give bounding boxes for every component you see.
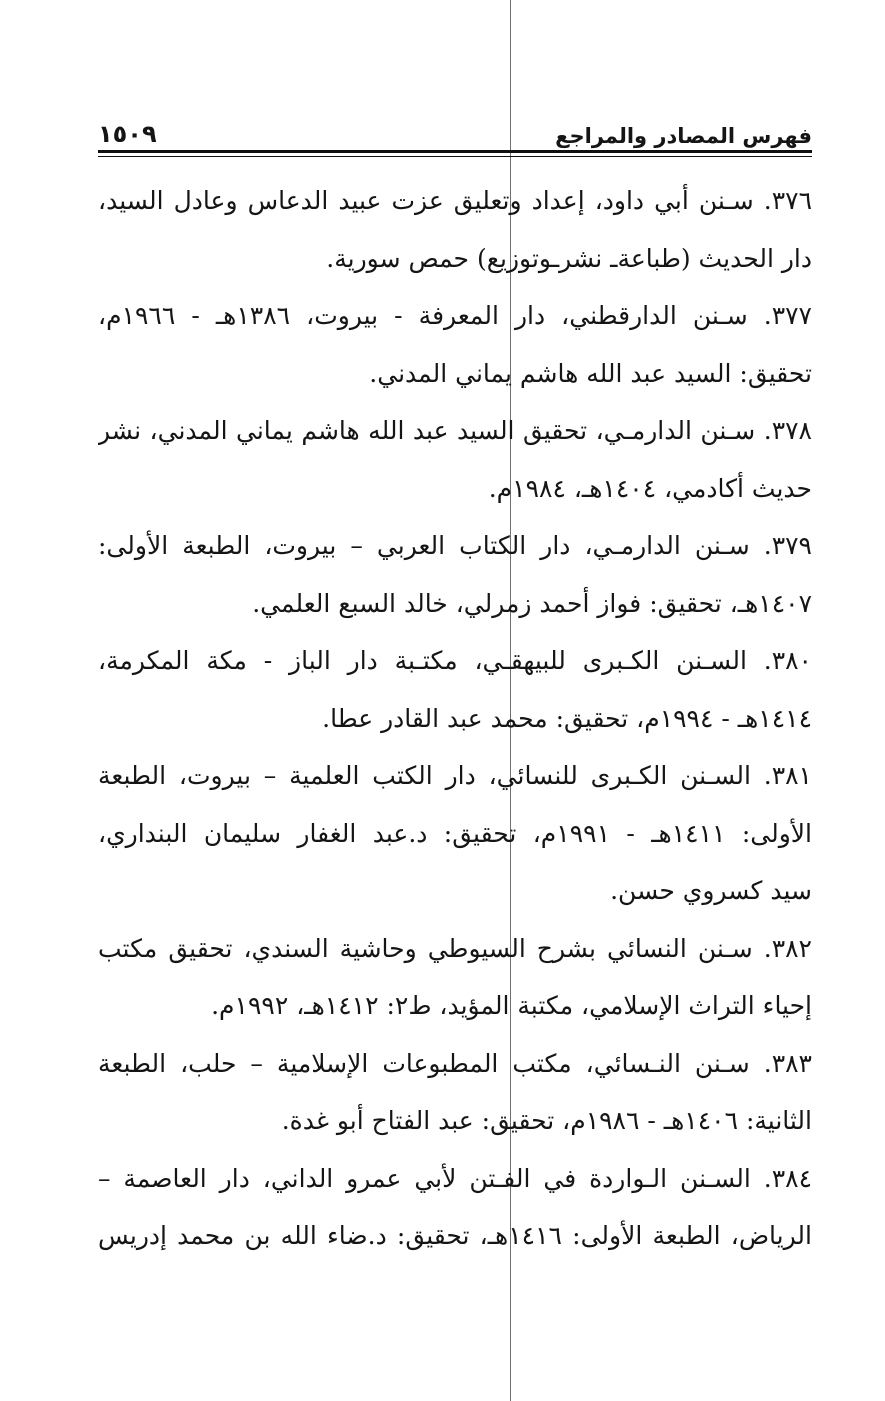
entry-382-line-2	[98, 977, 812, 1035]
entry-text: الرياض، الطبعة الأولى: ١٤١٦هـ، تحقيق: د.ضاء الله بن محمد إدريس	[98, 1221, 812, 1250]
header-title: فهرس المصادر والمراجع	[555, 124, 812, 148]
entry-text: الأولى: ١٤١١هـ - ١٩٩١م، تحقيق: د.عبد الغفار سليمان البنداري،	[98, 818, 812, 848]
entry-text: سـنن أبي داود، إعداد وتعليق عزت عبيد الدعاس وعادل السيد،	[98, 186, 754, 215]
entry-number: ٣٧٧.	[763, 301, 812, 330]
entry-376-line-1	[98, 172, 812, 230]
entry-number: ٣٨٣.	[763, 1048, 812, 1078]
entry-384-line-2	[98, 1207, 812, 1265]
entry-number: ٣٨٢.	[763, 933, 812, 963]
entry-380-line-1	[98, 632, 812, 690]
bibliography-list	[98, 172, 812, 1265]
entry-378-line-1	[98, 402, 812, 460]
header-rule-thick	[98, 150, 812, 153]
entry-377-line-2	[98, 345, 812, 403]
entry-text: ١٤١٤هـ - ١٩٩٤م، تحقيق: محمد عبد القادر عطا.	[322, 703, 812, 733]
entry-378-line-2	[98, 460, 812, 518]
entry-text: تحقيق: السيد عبد الله هاشم يماني المدني.	[369, 358, 812, 388]
entry-384-line-1	[98, 1150, 812, 1208]
entry-376-line-2	[98, 230, 812, 288]
entry-text: حديث أكادمي، ١٤٠٤هـ، ١٩٨٤م.	[488, 473, 812, 503]
entry-number: ٣٨١.	[763, 761, 812, 790]
entry-text: الثانية: ١٤٠٦هـ - ١٩٨٦م، تحقيق: عبد الفتاح أبو غدة.	[281, 1106, 812, 1135]
entry-number: ٣٨٠.	[763, 646, 812, 675]
entry-377-line-1	[98, 287, 812, 345]
page-number: ١٥٠٩	[98, 120, 157, 148]
entry-text: السـنن الـواردة في الفـتن لأبي عمرو الداني، دار العاصمة –	[98, 1163, 751, 1193]
entry-text: سـنن النسائي بشرح السيوطي وحاشية السندي، تحقيق مكتب	[98, 933, 753, 963]
entry-text: سـنن الدارمـي، تحقيق السيد عبد الله هاشم يماني المدني، نشر	[98, 416, 756, 445]
entry-text: ١٤٠٧هـ، تحقيق: فواز أحمد زمرلي، خالد السبع العلمي.	[252, 588, 812, 618]
entry-382-line-1	[98, 920, 812, 978]
entry-380-line-2	[98, 690, 812, 748]
entry-number: ٣٨٤.	[763, 1163, 812, 1193]
entry-text: السـنن الكـبرى للنسائي، دار الكتب العلمية – بيروت، الطبعة	[98, 761, 751, 790]
entry-379-line-2	[98, 575, 812, 633]
entry-text: سـنن الدارقطني، دار المعرفة - بيروت، ١٣٨٦هـ - ١٩٦٦م،	[98, 301, 748, 330]
entry-number: ٣٧٦.	[763, 186, 812, 215]
entry-number: ٣٧٨.	[763, 416, 812, 445]
page-header	[98, 108, 812, 148]
entry-text: السـنن الكـبرى للبيهقـي، مكتـبة دار الباز - مكة المكرمة،	[98, 646, 747, 675]
entry-379-line-1	[98, 517, 812, 575]
entry-381-line-3	[98, 862, 812, 920]
entry-383-line-2	[98, 1092, 812, 1150]
entry-text: إحياء التراث الإسلامي، مكتبة المؤيد، ط٢: ١٤١٢هـ، ١٩٩٢م.	[211, 991, 812, 1020]
entry-text: سـنن الدارمـي، دار الكتاب العربي – بيروت، الطبعة الأولى:	[98, 531, 750, 560]
entry-383-line-1	[98, 1035, 812, 1093]
entry-text: دار الحديث (طباعة‍ـ نشرـ‍وتوزيع) حمص سورية.	[326, 243, 812, 273]
entry-number: ٣٧٩.	[763, 531, 812, 560]
header-rule-thin	[98, 156, 812, 157]
entry-381-line-1	[98, 747, 812, 805]
entry-text: سـنن النـسائي، مكتب المطبوعات الإسلامية – حلب، الطبعة	[98, 1048, 750, 1078]
entry-text: سيد كسروي حسن.	[610, 876, 812, 905]
entry-381-line-2	[98, 805, 812, 863]
